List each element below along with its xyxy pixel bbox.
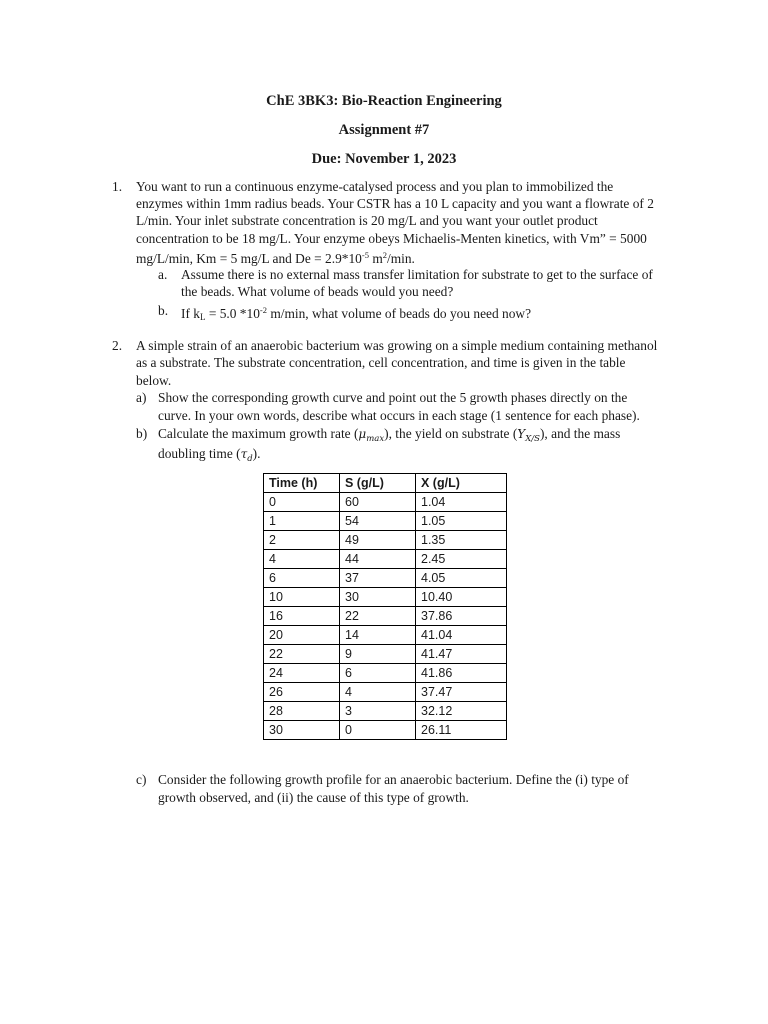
table-row <box>264 607 507 626</box>
cell-cells: 41.04 <box>416 626 507 645</box>
q2-number: 2. <box>112 338 123 353</box>
course-title: ChE 3BK3: Bio-Reaction Engineering <box>266 93 502 109</box>
cell-substrate: 37 <box>340 569 416 588</box>
q2a-label: a) <box>136 390 147 405</box>
q2-line-1: A simple strain of an anaerobic bacterium was growing on a simple medium containing methanol <box>136 338 658 353</box>
q2a-line-1: Show the corresponding growth curve and point out the 5 growth phases directly on the <box>158 390 628 405</box>
cell-time: 24 <box>264 664 340 683</box>
cell-cells: 4.05 <box>416 569 507 588</box>
q2a-line-2: curve. In your own words, describe what occurs in each stage (1 sentence for each phase). <box>158 408 640 423</box>
cell-time: 10 <box>264 588 340 607</box>
q1-number: 1. <box>112 179 123 194</box>
table-row <box>264 721 507 740</box>
q2c-label: c) <box>136 772 147 787</box>
table-row <box>264 493 507 512</box>
cell-cells: 41.86 <box>416 664 507 683</box>
cell-substrate: 44 <box>340 550 416 569</box>
q1-line-3: L/min. Your inlet substrate concentration is 20 mg/L and you want your outlet product <box>136 213 598 228</box>
cell-time: 1 <box>264 512 340 531</box>
cell-time: 20 <box>264 626 340 645</box>
cell-cells: 1.05 <box>416 512 507 531</box>
cell-time: 30 <box>264 721 340 740</box>
cell-cells: 32.12 <box>416 702 507 721</box>
table-row <box>264 550 507 569</box>
cell-cells: 2.45 <box>416 550 507 569</box>
cell-substrate: 22 <box>340 607 416 626</box>
cell-time: 16 <box>264 607 340 626</box>
cell-substrate: 9 <box>340 645 416 664</box>
cell-cells: 26.11 <box>416 721 507 740</box>
q1-line-4: concentration to be 18 mg/L. Your enzyme obeys Michaelis-Menten kinetics, with Vm” = 5000 <box>136 231 647 246</box>
cell-substrate: 30 <box>340 588 416 607</box>
q2c-line-1: Consider the following growth profile for an anaerobic bacterium. Define the (i) type of <box>158 772 629 787</box>
table-row <box>264 569 507 588</box>
cell-substrate: 60 <box>340 493 416 512</box>
q1a-line-2: the beads. What volume of beads would you need? <box>181 284 454 299</box>
cell-time: 28 <box>264 702 340 721</box>
cell-cells: 37.86 <box>416 607 507 626</box>
q1-line-5: mg/L/min, Km = 5 mg/L and $De = 2.9*10^{-5}$ $m^2/\min$. <box>136 250 415 266</box>
q2b-line-1: Calculate the maximum growth rate $(\mu_{max})$, the yield on substrate $(Y_{X/S})$, and the mass <box>158 426 621 444</box>
cell-substrate: 54 <box>340 512 416 531</box>
q2-line-2: as a substrate. The substrate concentration, cell concentration, and time is given in the table <box>136 355 626 370</box>
cell-substrate: 49 <box>340 531 416 550</box>
cell-substrate: 6 <box>340 664 416 683</box>
cell-time: 2 <box>264 531 340 550</box>
q1a-label: a. <box>158 267 168 282</box>
table-row <box>264 512 507 531</box>
q1-line-1: You want to run a continuous enzyme-catalysed process and you plan to immobilized the <box>136 179 614 194</box>
table-header-row <box>264 474 507 493</box>
table-row <box>264 702 507 721</box>
q2b-label: b) <box>136 426 148 441</box>
table-row <box>264 531 507 550</box>
header-substrate: S (g/L) <box>340 474 416 493</box>
due-date: Due: November 1, 2023 <box>311 151 457 167</box>
q1b-line: If $k_L = 5.0$ $*10^{-2}$ m/min, what volume of beads do you need now? <box>181 305 532 322</box>
header-cells: X (g/L) <box>416 474 507 493</box>
cell-substrate: 3 <box>340 702 416 721</box>
table-row <box>264 626 507 645</box>
cell-time: 4 <box>264 550 340 569</box>
q1a-line-1: Assume there is no external mass transfer limitation for substrate to get to the surface of <box>181 267 653 282</box>
cell-substrate: 4 <box>340 683 416 702</box>
table-row <box>264 645 507 664</box>
cell-cells: 1.35 <box>416 531 507 550</box>
q2-line-3: below. <box>136 373 172 388</box>
header-time: Time (h) <box>264 474 340 493</box>
table-row <box>264 588 507 607</box>
q1-line-2: enzymes within 1mm radius beads. Your CSTR has a 10 L capacity and you want a flowrate of 2 <box>136 196 654 211</box>
cell-cells: 41.47 <box>416 645 507 664</box>
growth-data-table <box>263 473 507 740</box>
cell-time: 26 <box>264 683 340 702</box>
assignment-number: Assignment #7 <box>338 122 430 138</box>
cell-substrate: 14 <box>340 626 416 645</box>
cell-time: 22 <box>264 645 340 664</box>
cell-time: 0 <box>264 493 340 512</box>
cell-cells: 37.47 <box>416 683 507 702</box>
table-row <box>264 664 507 683</box>
q2b-line-2: doubling time $(\tau_d)$. <box>158 446 261 464</box>
cell-substrate: 0 <box>340 721 416 740</box>
cell-time: 6 <box>264 569 340 588</box>
cell-cells: 1.04 <box>416 493 507 512</box>
q2c-line-2: growth observed, and (ii) the cause of this type of growth. <box>158 790 469 805</box>
table-row <box>264 683 507 702</box>
cell-cells: 10.40 <box>416 588 507 607</box>
q1b-label: b. <box>158 303 169 318</box>
